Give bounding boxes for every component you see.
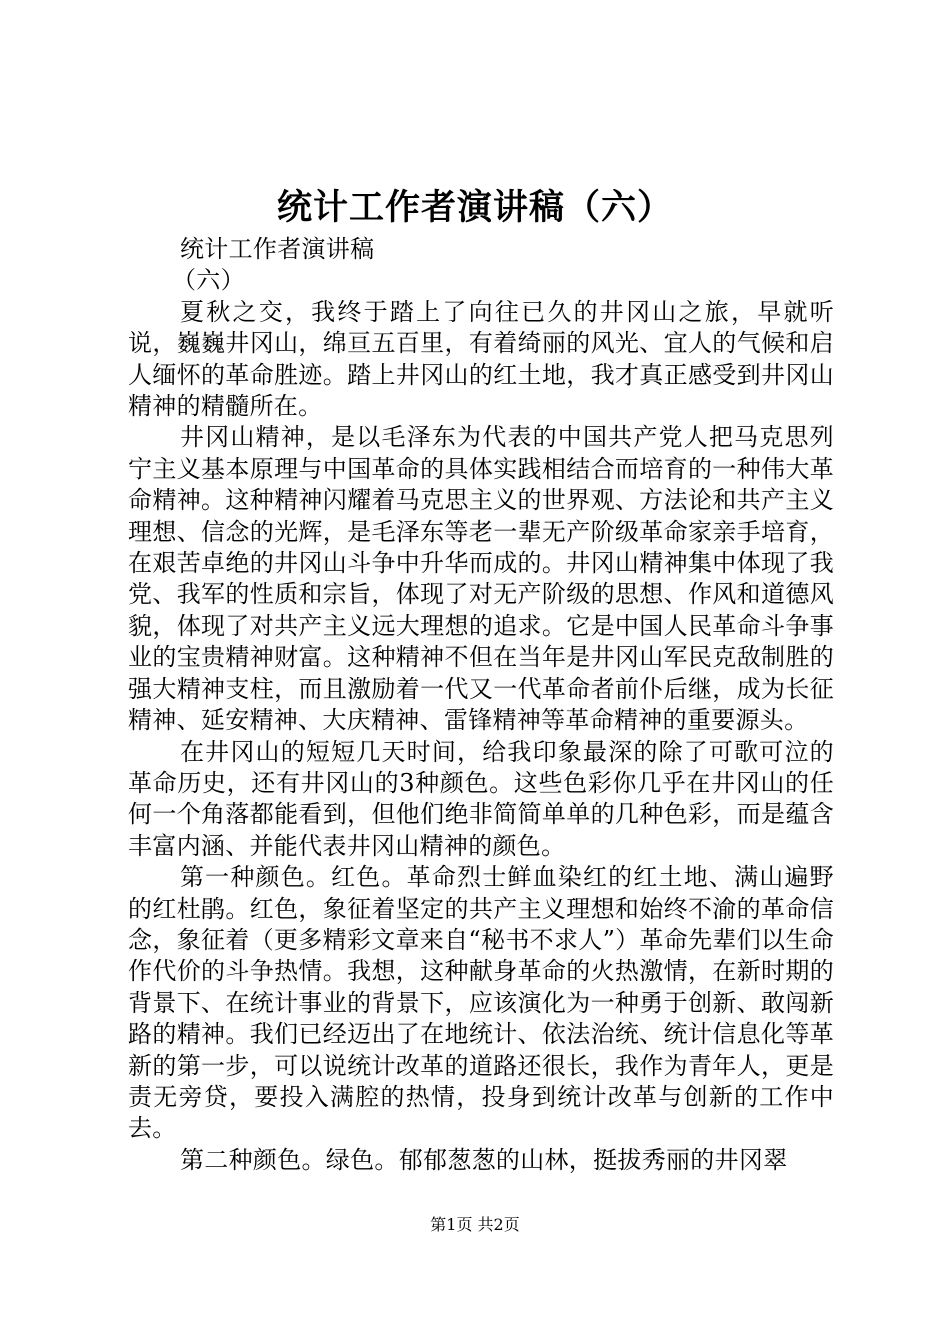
document-body [128, 234, 834, 1176]
paragraph-1: 夏秋之交，我终于踏上了向往已久的井冈山之旅，早就听说，巍巍井冈山，绵亘五百里，有着绮丽的风光、宜人的气候和启人缅怀的革命胜迹。踏上井冈山的红土地，我才真正感受到井冈山精神的精髓所在。 [128, 297, 834, 421]
document-title: 统计工作者演讲稿（六） [276, 187, 673, 228]
page-footer: 第1页 共2页 [430, 1215, 520, 1234]
paragraph-3: 在井冈山的短短几天时间，给我印象最深的除了可歌可泣的革命历史，还有井冈山的3种颜色。这些色彩你几乎在井冈山的任何一个角落都能看到，但他们绝非简简单单的几种色彩，而是蕴含丰富内涵、并能代表井冈山精神的颜色。 [128, 737, 834, 860]
paragraph-4: 第一种颜色。红色。革命烈士鲜血染红的红土地、满山遍野的红杜鹃。红色，象征着坚定的共产主义理想和始终不渝的革命信念，象征着（更多精彩文章来自“秘书不求人”）革命先辈们以生命作代价的斗争热情。我想，这种献身革命的火热激情，在新时期的背景下、在统计事业的背景下，应该演化为一种勇于创新、敢闯新路的精神。我们已经迈出了在地统计、依法治统、统计信息化等革新的第一步，可以说统计改革的道路还很长，我作为青年人，更是责无旁贷，要投入满腔的热情，投身到统计改革与创新的工作中去。 [128, 863, 834, 1143]
subtitle-line-2: （六） [172, 266, 245, 295]
paragraph-2: 井冈山精神，是以毛泽东为代表的中国共产党人把马克思列宁主义基本原理与中国革命的具体实践相结合而培育的一种伟大革命精神。这种精神闪耀着马克思主义的世界观、方法论和共产主义理想、信念的光辉，是毛泽东等老一辈无产阶级革命家亲手培育，在艰苦卓绝的井冈山斗争中升华而成的。井冈山精神集中体现了我党、我军的性质和宗旨，体现了对无产阶级的思想、作风和道德风貌，体现了对共产主义远大理想的追求。它是中国人民革命斗争事业的宝贵精神财富。这种精神不但在当年是井冈山军民克敌制胜的强大精神支柱，而且激励着一代又一代革命者前仆后继，成为长征精神、延安精神、大庆精神、雷锋精神等革命精神的重要源头。 [128, 423, 834, 735]
paragraph-5: 第二种颜色。绿色。郁郁葱葱的山林，挺拔秀丽的井冈翠 [180, 1145, 788, 1174]
subtitle-line-1: 统计工作者演讲稿 [180, 235, 375, 263]
